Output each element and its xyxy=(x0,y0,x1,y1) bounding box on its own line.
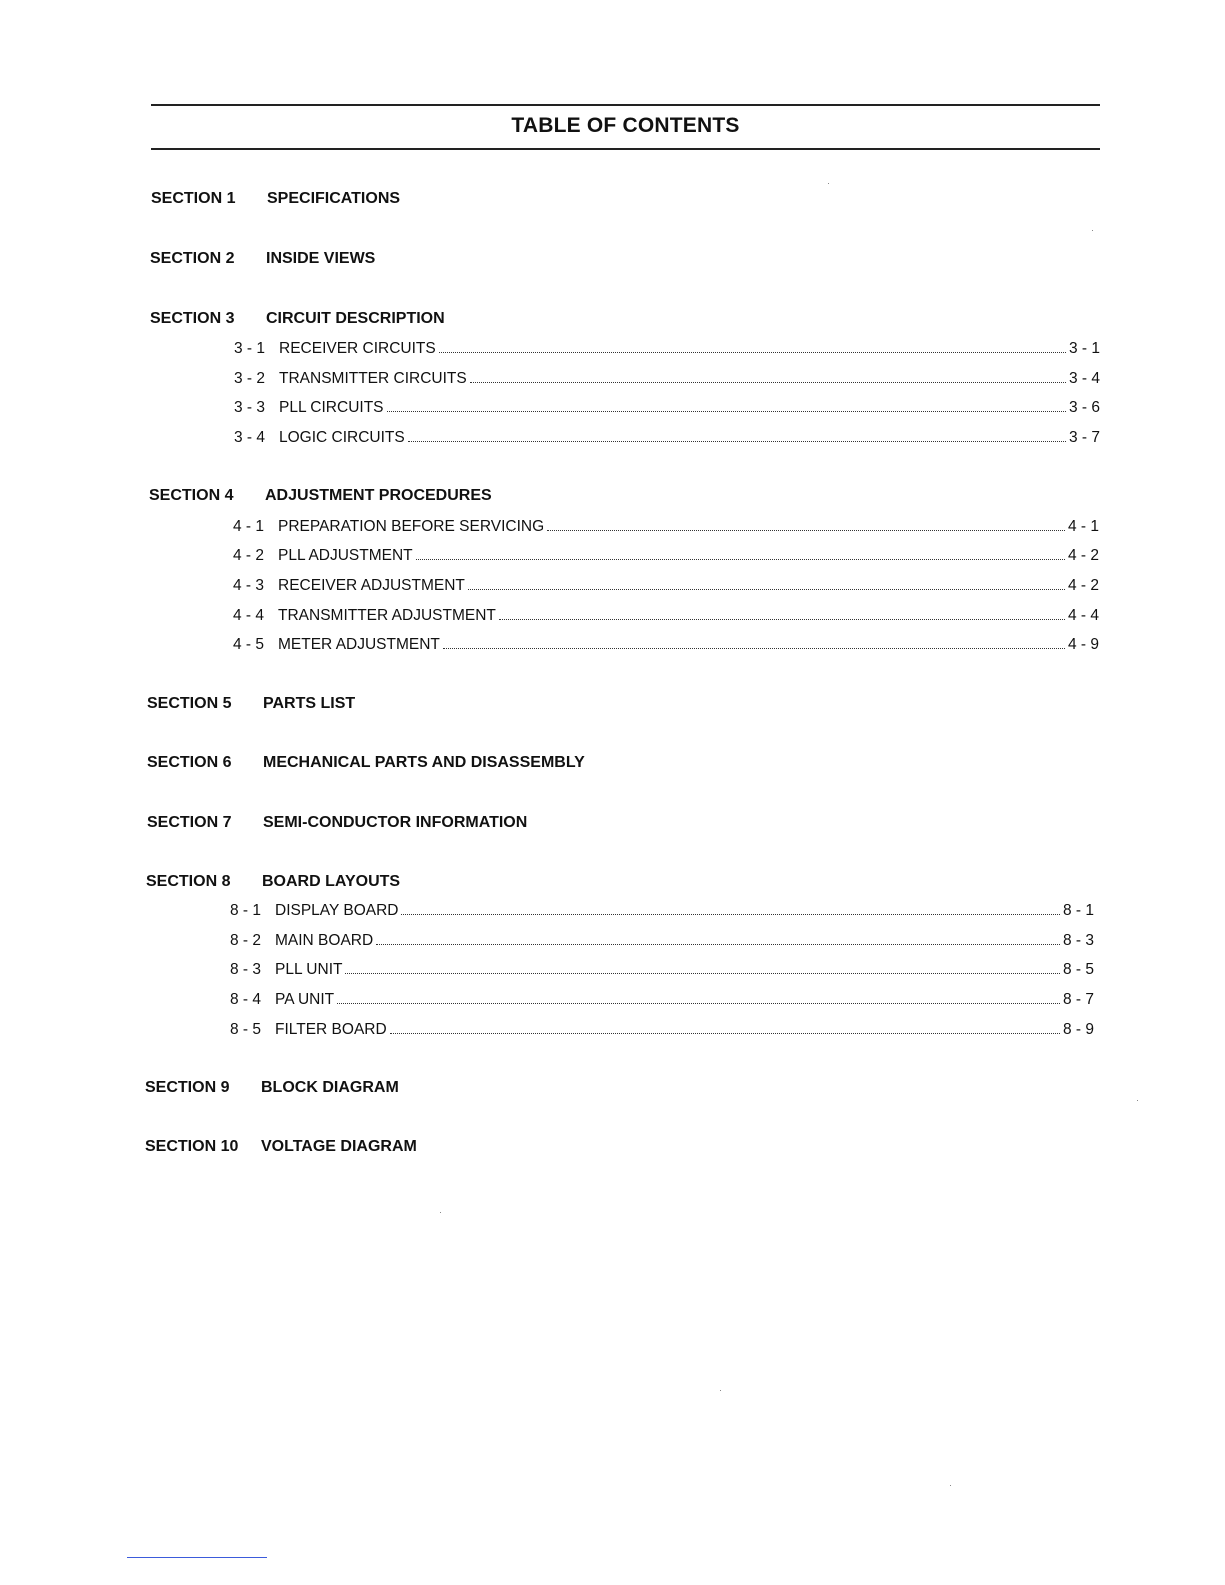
entry-code: 3 - 2 xyxy=(234,370,266,387)
entry-label: DISPLAY BOARD xyxy=(275,902,399,919)
toc-entry xyxy=(233,577,1099,597)
toc-entry xyxy=(234,399,1100,419)
section-title: CIRCUIT DESCRIPTION xyxy=(266,310,445,327)
section-title: ADJUSTMENT PROCEDURES xyxy=(265,487,492,504)
entry-label: RECEIVER CIRCUITS xyxy=(279,340,436,357)
section-heading xyxy=(150,310,445,328)
toc-entry xyxy=(234,429,1100,449)
section-number: SECTION 9 xyxy=(145,1079,230,1096)
entry-code: 4 - 2 xyxy=(233,547,265,564)
entry-code: 3 - 4 xyxy=(234,429,266,446)
dot-leader xyxy=(408,440,1066,442)
section-number: SECTION 3 xyxy=(150,310,235,327)
toc-entry xyxy=(233,518,1099,538)
entry-code: 4 - 5 xyxy=(233,636,265,653)
section-heading xyxy=(149,487,492,505)
dot-leader xyxy=(499,618,1065,620)
section-number: SECTION 7 xyxy=(147,814,232,831)
entry-page: 3 - 7 xyxy=(1068,429,1100,446)
section-number: SECTION 6 xyxy=(147,754,232,771)
dot-leader xyxy=(387,410,1066,412)
dot-leader xyxy=(390,1032,1060,1034)
section-title: VOLTAGE DIAGRAM xyxy=(261,1138,417,1155)
section-title: PARTS LIST xyxy=(263,695,356,712)
entry-label: LOGIC CIRCUITS xyxy=(279,429,405,446)
entry-code: 8 - 2 xyxy=(230,932,262,949)
entry-label: PLL ADJUSTMENT xyxy=(278,547,413,564)
dot-leader xyxy=(443,647,1065,649)
section-number: SECTION 4 xyxy=(149,487,234,504)
scan-speck xyxy=(950,1485,951,1486)
entry-page: 4 - 2 xyxy=(1067,547,1099,564)
entry-label: FILTER BOARD xyxy=(275,1021,387,1038)
entry-label: METER ADJUSTMENT xyxy=(278,636,440,653)
entry-page: 8 - 9 xyxy=(1062,1021,1094,1038)
toc-entry xyxy=(230,932,1094,952)
section-title: BLOCK DIAGRAM xyxy=(261,1079,399,1096)
section-heading xyxy=(147,754,585,772)
section-heading xyxy=(151,190,400,208)
toc-entry xyxy=(233,607,1099,627)
entry-page: 3 - 1 xyxy=(1068,340,1100,357)
scan-speck xyxy=(720,1390,721,1391)
entry-page: 8 - 5 xyxy=(1062,961,1094,978)
entry-label: TRANSMITTER ADJUSTMENT xyxy=(278,607,496,624)
dot-leader xyxy=(337,1002,1060,1004)
dot-leader xyxy=(470,381,1066,383)
dot-leader xyxy=(345,972,1060,974)
entry-label: PLL UNIT xyxy=(275,961,343,978)
entry-page: 4 - 4 xyxy=(1067,607,1099,624)
entry-label: RECEIVER ADJUSTMENT xyxy=(278,577,465,594)
dot-leader xyxy=(439,351,1066,353)
section-title: SPECIFICATIONS xyxy=(267,190,401,207)
section-title: SEMI-CONDUCTOR INFORMATION xyxy=(263,814,528,831)
bottom-edge-line xyxy=(127,1557,267,1558)
section-heading xyxy=(147,814,527,832)
entry-page: 3 - 4 xyxy=(1068,370,1100,387)
entry-page: 4 - 2 xyxy=(1067,577,1099,594)
toc-entry xyxy=(230,902,1094,922)
toc-entry xyxy=(230,1021,1094,1041)
section-number: SECTION 10 xyxy=(145,1138,239,1155)
section-title: INSIDE VIEWS xyxy=(266,250,376,267)
entry-code: 3 - 1 xyxy=(234,340,266,357)
page-title: TABLE OF CONTENTS xyxy=(511,114,740,137)
dot-leader xyxy=(416,558,1065,560)
entry-code: 8 - 3 xyxy=(230,961,262,978)
entry-label: PA UNIT xyxy=(275,991,335,1008)
entry-label: MAIN BOARD xyxy=(275,932,374,949)
toc-entry xyxy=(234,370,1100,390)
entry-code: 8 - 5 xyxy=(230,1021,262,1038)
scan-speck xyxy=(1137,1100,1138,1101)
section-heading xyxy=(145,1079,399,1097)
scan-speck xyxy=(440,1212,441,1213)
section-title: BOARD LAYOUTS xyxy=(262,873,401,890)
section-heading xyxy=(150,250,375,268)
section-number: SECTION 1 xyxy=(151,190,236,207)
section-number: SECTION 5 xyxy=(147,695,232,712)
toc-entry xyxy=(233,547,1099,567)
dot-leader xyxy=(468,588,1065,590)
entry-code: 4 - 3 xyxy=(233,577,265,594)
entry-label: PREPARATION BEFORE SERVICING xyxy=(278,518,545,535)
section-title: MECHANICAL PARTS AND DISASSEMBLY xyxy=(263,754,585,771)
scan-speck xyxy=(1092,230,1093,231)
scan-speck xyxy=(828,183,829,184)
dot-leader xyxy=(401,913,1060,915)
entry-page: 8 - 7 xyxy=(1062,991,1094,1008)
entry-page: 3 - 6 xyxy=(1068,399,1100,416)
entry-code: 3 - 3 xyxy=(234,399,266,416)
section-heading xyxy=(146,873,400,891)
entry-code: 4 - 4 xyxy=(233,607,265,624)
section-number: SECTION 2 xyxy=(150,250,235,267)
entry-label: PLL CIRCUITS xyxy=(279,399,384,416)
toc-entry xyxy=(234,340,1100,360)
dot-leader xyxy=(376,943,1060,945)
section-heading xyxy=(147,695,355,713)
toc-entry xyxy=(233,636,1099,656)
section-number: SECTION 8 xyxy=(146,873,231,890)
entry-page: 8 - 1 xyxy=(1062,902,1094,919)
entry-page: 4 - 1 xyxy=(1067,518,1099,535)
top-rule xyxy=(151,104,1100,106)
entry-label: TRANSMITTER CIRCUITS xyxy=(279,370,467,387)
entry-code: 8 - 4 xyxy=(230,991,262,1008)
toc-entry xyxy=(230,991,1094,1011)
title-underline xyxy=(151,148,1100,150)
entry-page: 4 - 9 xyxy=(1067,636,1099,653)
section-heading xyxy=(145,1138,417,1156)
toc-entry xyxy=(230,961,1094,981)
dot-leader xyxy=(547,529,1065,531)
entry-code: 4 - 1 xyxy=(233,518,265,535)
entry-code: 8 - 1 xyxy=(230,902,262,919)
entry-page: 8 - 3 xyxy=(1062,932,1094,949)
